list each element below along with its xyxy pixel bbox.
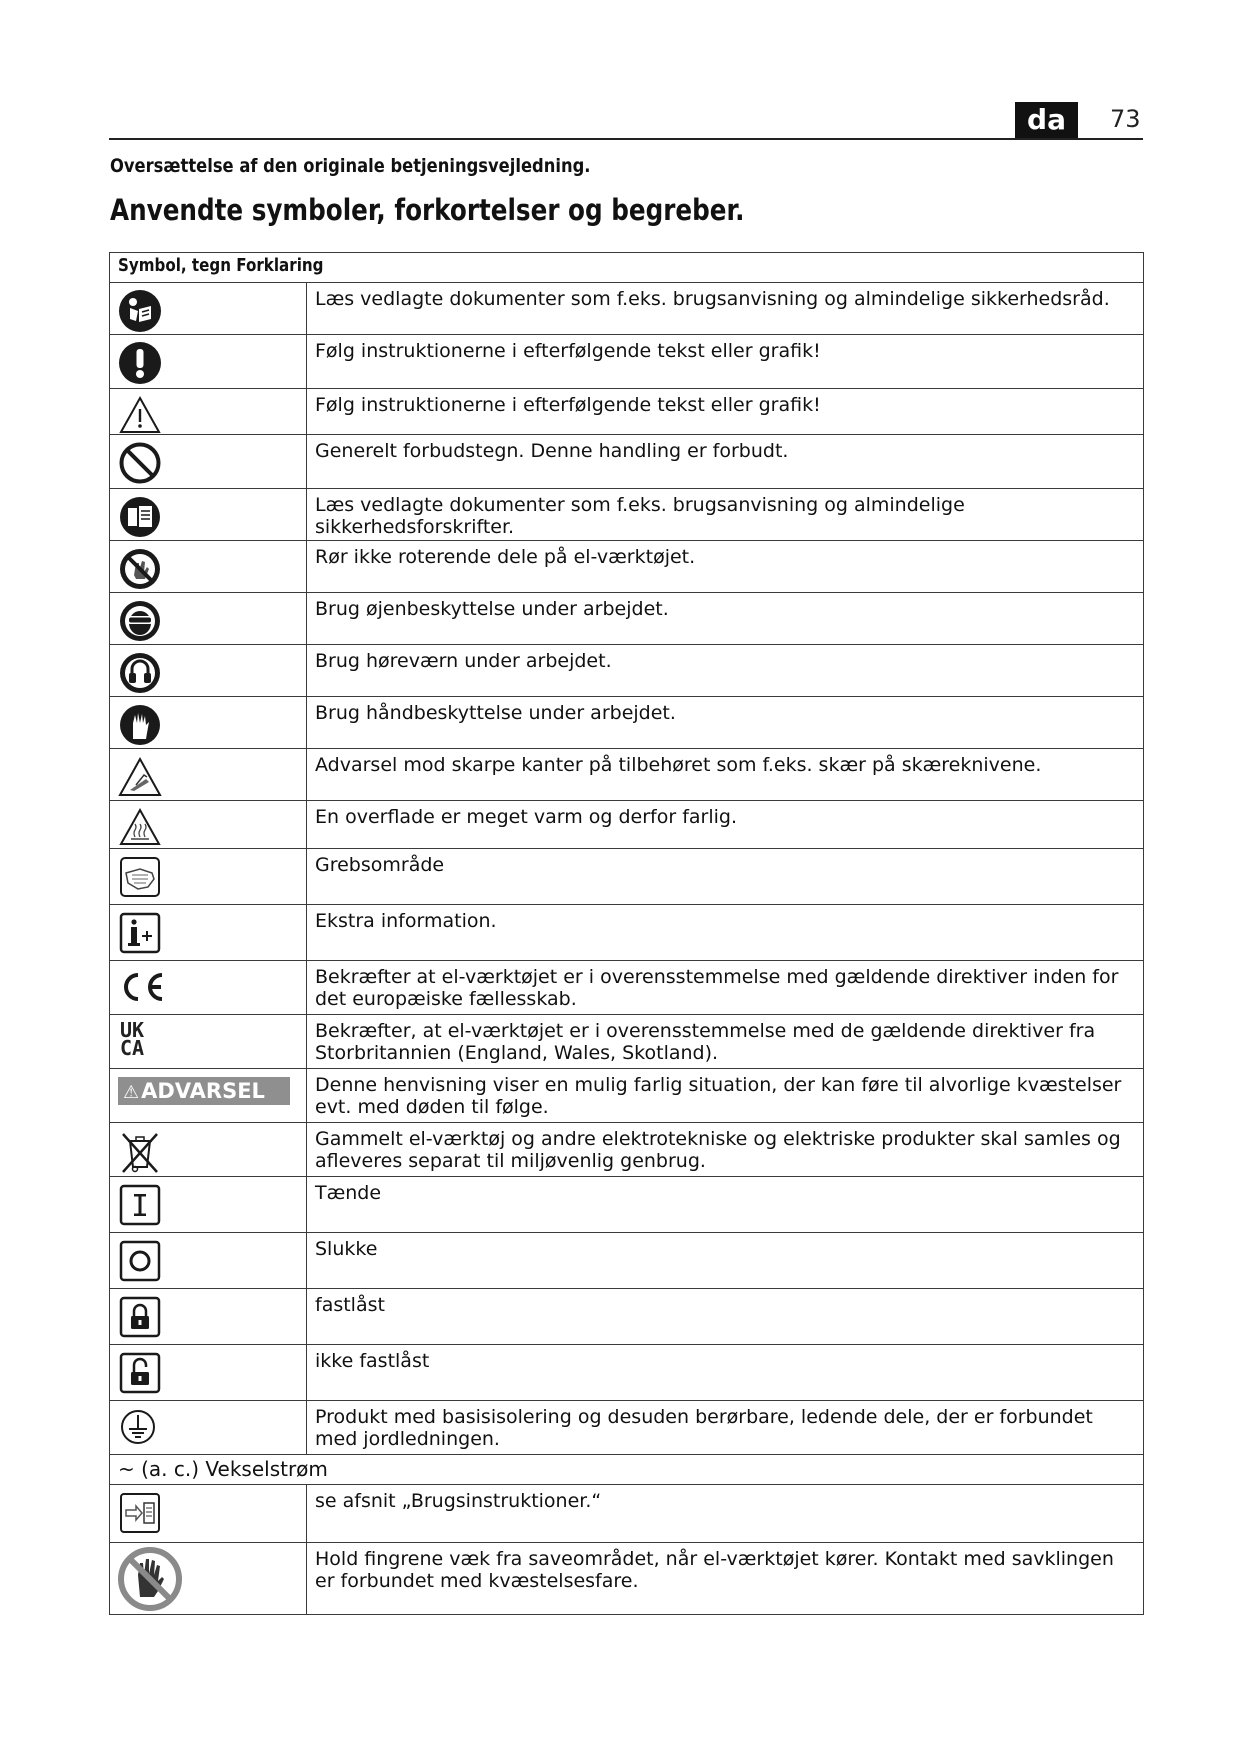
table-header: [110, 253, 1144, 283]
weee-disposal-icon: [118, 1129, 162, 1175]
symbol-cell: [110, 1069, 307, 1123]
description-cell: Følg instruktionerne i efterfølgende tekst eller grafik!: [307, 389, 1144, 435]
symbol-cell: [110, 1177, 307, 1233]
description-cell: Advarsel mod skarpe kanter på tilbehøret som f.eks. skær på skæreknivene.: [307, 749, 1144, 801]
description-cell: Hold fingrene væk fra saveområdet, når el-værktøjet kører. Kontakt med savklingen er forbundet med kvæstelsesfare.: [307, 1543, 1144, 1615]
description-cell: ikke fastlåst: [307, 1345, 1144, 1401]
page-number: 73: [1110, 105, 1141, 133]
symbol-cell: [110, 541, 307, 593]
read-instructions-icon: [118, 495, 162, 539]
description-cell: Bekræfter at el-værktøjet er i overensstemmelse med gældende direktiver inden for det europæiske fællesskab.: [307, 961, 1144, 1015]
symbol-cell: [110, 335, 307, 389]
table-row: [110, 1069, 1144, 1123]
table-row: [110, 1289, 1144, 1345]
symbol-cell: [110, 1485, 307, 1543]
symbol-cell: [110, 593, 307, 645]
warning-triangle-icon: ⚠: [123, 1082, 140, 1103]
ear-protection-icon: [118, 651, 162, 695]
power-off-icon: [118, 1239, 162, 1283]
description-cell: Brug øjenbeskyttelse under arbejdet.: [307, 593, 1144, 645]
symbol-cell: [110, 961, 307, 1015]
table-row: [110, 905, 1144, 961]
symbol-cell: [110, 283, 307, 335]
mandatory-exclamation-icon: [118, 341, 162, 385]
ukca-mark: [120, 1018, 145, 1060]
extra-info-icon: [118, 911, 162, 955]
description-cell: Brug høreværn under arbejdet.: [307, 645, 1144, 697]
language-badge: da: [1015, 102, 1078, 138]
table-row: [110, 697, 1144, 749]
table-row: [110, 1401, 1144, 1455]
description-cell: Læs vedlagte dokumenter som f.eks. brugsanvisning og almindelige sikkerhedsforskrifter.: [307, 489, 1144, 541]
table-row: [110, 645, 1144, 697]
power-on-icon: [118, 1183, 162, 1227]
symbol-cell: [110, 849, 307, 905]
protective-earth-icon: [118, 1407, 158, 1447]
description-cell: Følg instruktionerne i efterfølgende tekst eller grafik!: [307, 335, 1144, 389]
ukca-mark-line1: UK: [120, 1018, 145, 1042]
symbol-cell: [110, 1543, 307, 1615]
table-row: [110, 1123, 1144, 1177]
table-header-label: Symbol, tegn Forklaring: [118, 255, 324, 276]
table-row: [110, 849, 1144, 905]
table-row: [110, 961, 1144, 1015]
symbol-cell: [110, 697, 307, 749]
description-cell: se afsnit „Brugsinstruktioner.“: [307, 1485, 1144, 1543]
symbol-cell: [110, 905, 307, 961]
description-cell: Tænde: [307, 1177, 1144, 1233]
keep-fingers-away-icon: [118, 1547, 182, 1611]
table-row: [110, 541, 1144, 593]
symbol-cell: [110, 489, 307, 541]
table-row: [110, 749, 1144, 801]
document-subtitle: Oversættelse af den originale betjeningsvejledning.: [110, 155, 591, 177]
description-cell: Rør ikke roterende dele på el-værktøjet.: [307, 541, 1144, 593]
symbol-cell: [110, 1289, 307, 1345]
description-cell: fastlåst: [307, 1289, 1144, 1345]
read-manual-icon: [118, 289, 162, 333]
header-rule: [109, 138, 1143, 140]
hot-surface-warning-icon: [118, 807, 162, 847]
table-row: [110, 489, 1144, 541]
description-cell: Produkt med basisisolering og desuden berørbare, ledende dele, der er forbundet med jordledningen.: [307, 1401, 1144, 1455]
description-cell: Brug håndbeskyttelse under arbejdet.: [307, 697, 1144, 749]
table-row: [110, 1015, 1144, 1069]
ac-row-cell: ~ (a. c.) Vekselstrøm: [110, 1455, 1144, 1485]
table-row: [110, 1455, 1144, 1485]
description-cell: Denne henvisning viser en mulig farlig situation, der kan føre til alvorlige kvæstelser evt. med døden til følge.: [307, 1069, 1144, 1123]
hand-protection-icon: [118, 703, 162, 747]
description-cell: En overflade er meget varm og derfor farlig.: [307, 801, 1144, 849]
table-row: [110, 435, 1144, 489]
grip-area-icon: [118, 855, 162, 899]
symbol-cell: [110, 645, 307, 697]
table-row: [110, 593, 1144, 645]
table-row: [110, 1345, 1144, 1401]
symbol-cell: [110, 435, 307, 489]
symbol-cell: [110, 749, 307, 801]
symbol-cell: [110, 1345, 307, 1401]
eye-protection-icon: [118, 599, 162, 643]
symbol-cell: [110, 1123, 307, 1177]
description-cell: Bekræfter, at el-værktøjet er i overensstemmelse med de gældende direktiver fra Storbritannien (England, Wales, Skotland).: [307, 1015, 1144, 1069]
table-row: [110, 1177, 1144, 1233]
description-cell: Læs vedlagte dokumenter som f.eks. brugsanvisning og almindelige sikkerhedsråd.: [307, 283, 1144, 335]
unlocked-icon: [118, 1351, 162, 1395]
table-row: [110, 1485, 1144, 1543]
table-row: [110, 389, 1144, 435]
advarsel-label-text: ADVARSEL: [141, 1079, 265, 1103]
table-row: [110, 1543, 1144, 1615]
warning-triangle-icon: [118, 395, 162, 435]
description-cell: Slukke: [307, 1233, 1144, 1289]
table-row: [110, 1233, 1144, 1289]
description-cell: Grebsområde: [307, 849, 1144, 905]
do-not-touch-rotating-parts-icon: [118, 547, 162, 591]
symbol-cell: [110, 1401, 307, 1455]
advarsel-label: [118, 1077, 290, 1105]
symbol-cell: [110, 1015, 307, 1069]
symbols-table: [109, 252, 1144, 1615]
description-cell: Generelt forbudstegn. Denne handling er forbudt.: [307, 435, 1144, 489]
prohibition-icon: [118, 441, 162, 485]
table-row: [110, 335, 1144, 389]
ce-mark-icon: [118, 967, 170, 1007]
ukca-mark-line2: CA: [120, 1036, 145, 1060]
symbol-cell: [110, 801, 307, 849]
table-row: [110, 801, 1144, 849]
symbol-cell: [110, 389, 307, 435]
symbol-cell: [110, 1233, 307, 1289]
description-cell: Gammelt el-værktøj og andre elektrotekniske og elektriske produkter skal samles og afleveres separat til miljøvenlig genbrug.: [307, 1123, 1144, 1177]
section-title: Anvendte symboler, forkortelser og begreber.: [110, 193, 745, 227]
table-row: [110, 283, 1144, 335]
sharp-edges-warning-icon: [118, 755, 162, 799]
description-cell: Ekstra information.: [307, 905, 1144, 961]
locked-icon: [118, 1295, 162, 1339]
see-instructions-icon: [118, 1491, 162, 1535]
table-header-row: [110, 253, 1144, 283]
